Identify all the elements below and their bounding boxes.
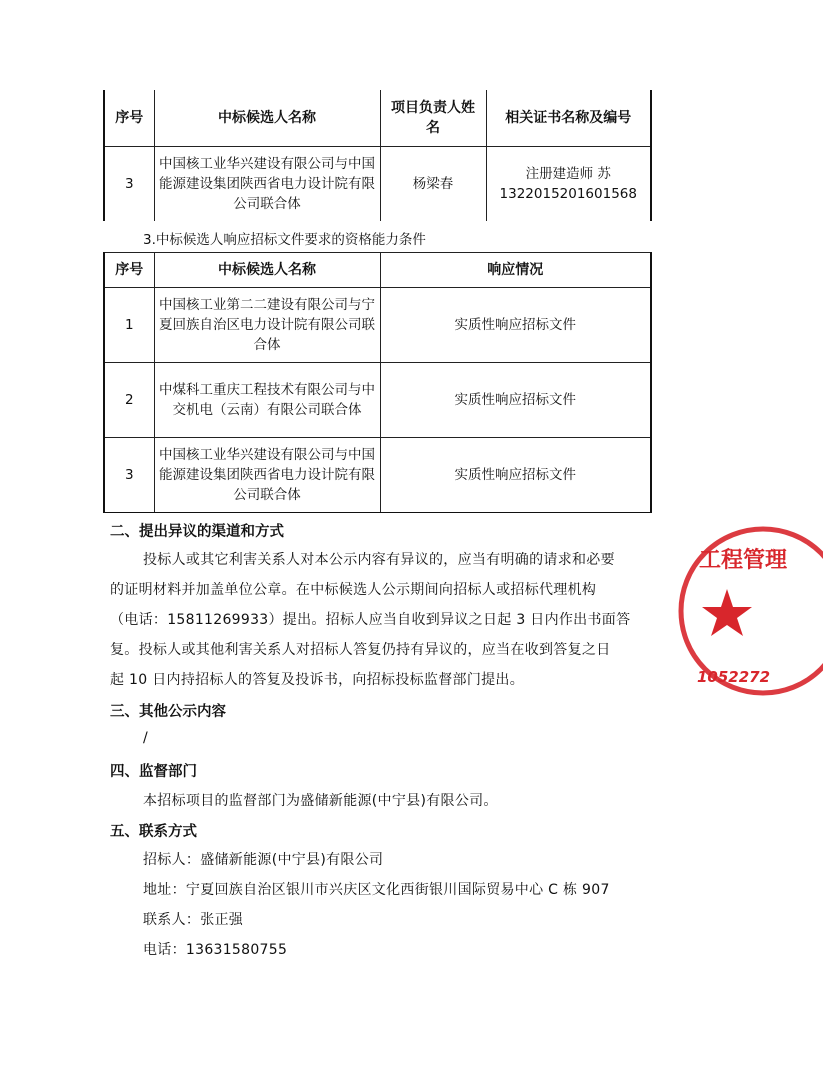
col-header-certificate: 相关证书名称及编号 — [486, 90, 651, 146]
response-status: 实质性响应招标文件 — [380, 288, 651, 363]
table-row — [104, 438, 651, 513]
candidate-name: 中国核工业华兴建设有限公司与中国能源建设集团陕西省电力设计院有限公司联合体 — [154, 146, 380, 221]
seal-text: 工程管理 — [699, 548, 788, 573]
address-line: 地址：宁夏回族自治区银川市兴庆区文化西街银川国际贸易中心 C 栋 907 — [143, 882, 610, 898]
seal-number: 1052272 — [697, 668, 771, 686]
section-4-heading: 四、监督部门 — [110, 764, 197, 780]
official-seal-stamp — [693, 521, 823, 701]
paragraph-line: 起 10 日内持招标人的答复及投诉书，向招标投标监督部门提出。 — [110, 672, 525, 688]
table-row — [104, 363, 651, 438]
col-header-no: 序号 — [104, 90, 154, 146]
col-header-candidate: 中标候选人名称 — [154, 253, 380, 288]
contact-person-line: 联系人：张正强 — [143, 912, 244, 928]
section-3-body: / — [143, 730, 149, 746]
col-header-response: 响应情况 — [380, 253, 651, 288]
row-no: 3 — [104, 438, 154, 513]
candidate-name: 中国核工业华兴建设有限公司与中国能源建设集团陕西省电力设计院有限公司联合体 — [154, 438, 380, 513]
paragraph-line: 的证明材料并加盖单位公章。在中标候选人公示期间向招标人或招标代理机构 — [110, 582, 597, 598]
candidate-name: 中煤科工重庆工程技术有限公司与中交机电（云南）有限公司联合体 — [154, 363, 380, 438]
response-status: 实质性响应招标文件 — [380, 363, 651, 438]
col-header-manager: 项目负责人姓名 — [380, 90, 486, 146]
row-no: 2 — [104, 363, 154, 438]
table-row — [104, 146, 651, 221]
candidate-name: 中国核工业第二二建设有限公司与宁夏回族自治区电力设计院有限公司联合体 — [154, 288, 380, 363]
tenderer-line: 招标人：盛储新能源(中宁县)有限公司 — [143, 852, 384, 868]
table-row — [104, 288, 651, 363]
phone-line: 电话：13631580755 — [143, 942, 288, 958]
section-5-heading: 五、联系方式 — [110, 824, 197, 840]
section-4-body: 本招标项目的监督部门为盛储新能源(中宁县)有限公司。 — [143, 793, 498, 809]
manager-name: 杨梁春 — [380, 146, 486, 221]
section-3-title: 3.中标候选人响应招标文件要求的资格能力条件 — [143, 232, 426, 248]
paragraph-line: 复。投标人或其他利害关系人对招标人答复仍持有异议的，应当在收到答复之日 — [110, 642, 611, 658]
col-header-candidate: 中标候选人名称 — [154, 90, 380, 146]
certificate-info: 注册建造师 苏 1322015201601568 — [486, 146, 651, 221]
winning-candidate-manager-table — [103, 90, 652, 221]
col-header-no: 序号 — [104, 253, 154, 288]
paragraph-line: 投标人或其它利害关系人对本公示内容有异议的，应当有明确的请求和必要 — [143, 552, 615, 568]
row-no: 1 — [104, 288, 154, 363]
row-no: 3 — [104, 146, 154, 221]
qualification-response-table — [103, 252, 652, 513]
section-3-heading: 三、其他公示内容 — [110, 704, 226, 720]
response-status: 实质性响应招标文件 — [380, 438, 651, 513]
section-2-heading: 二、提出异议的渠道和方式 — [110, 524, 284, 540]
paragraph-line: （电话：15811269933）提出。招标人应当自收到异议之日起 3 日内作出书面答 — [110, 612, 631, 628]
